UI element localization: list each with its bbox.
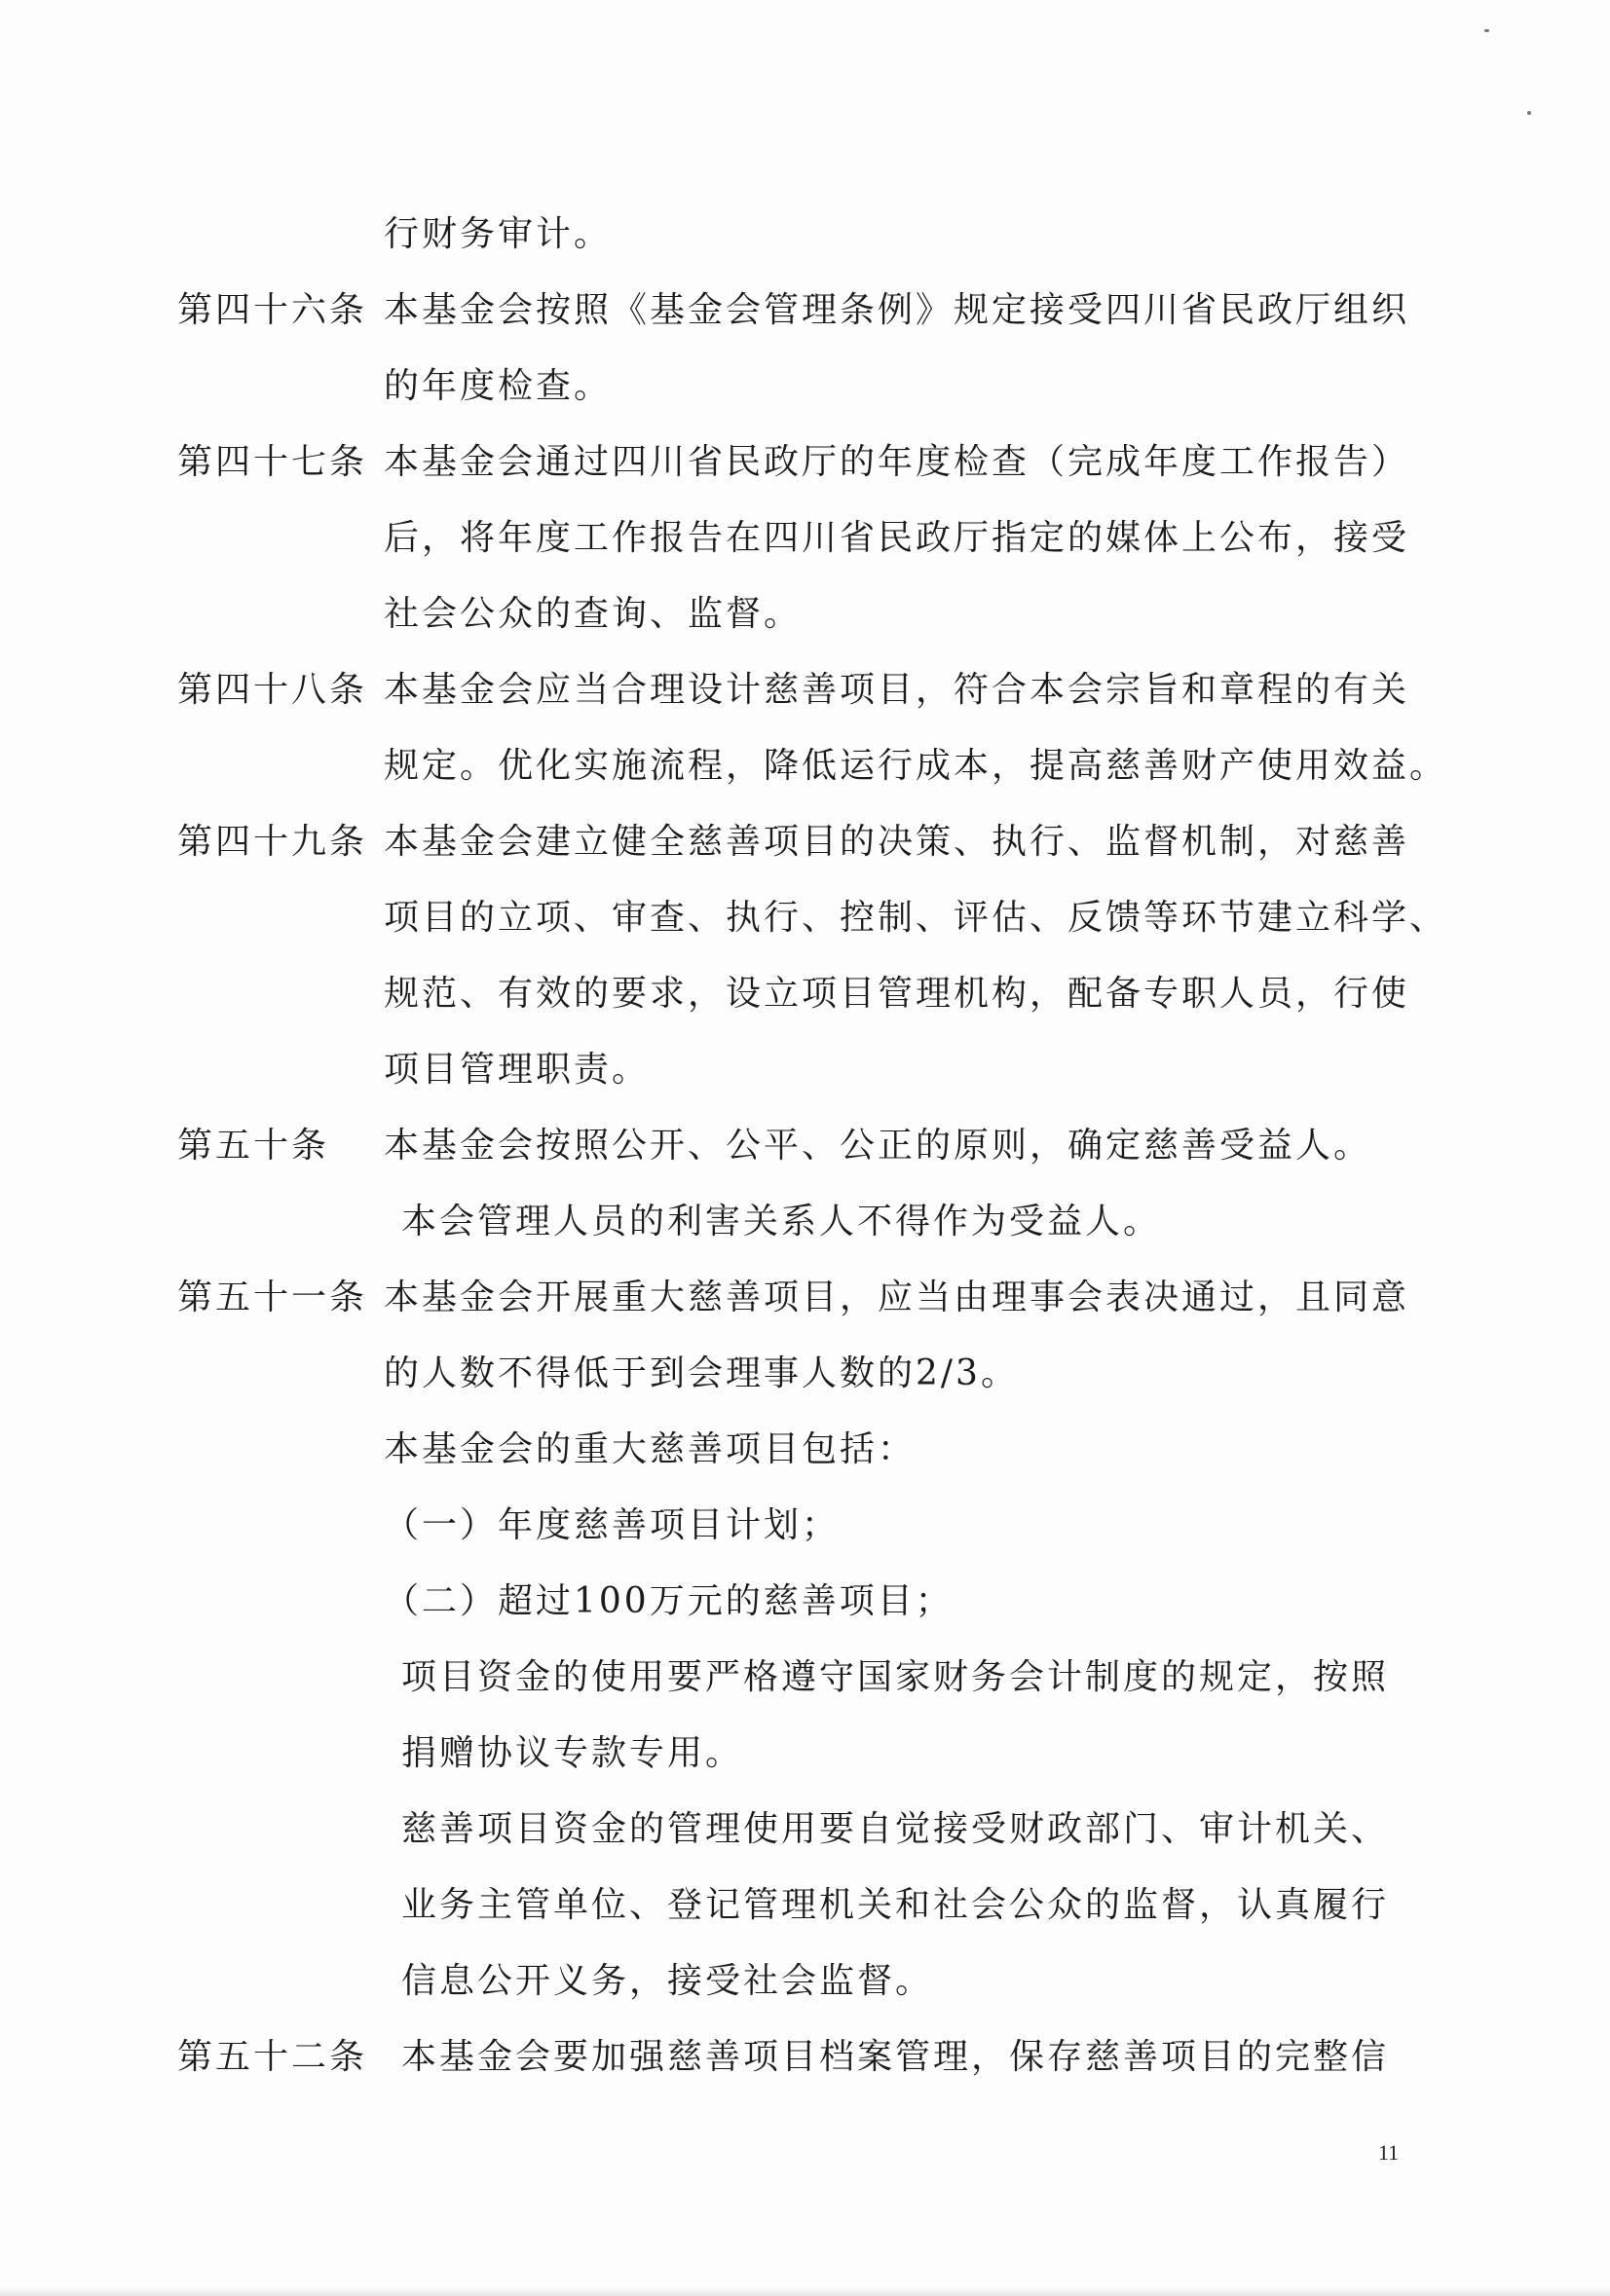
text-line: 项目管理职责。	[384, 1050, 651, 1090]
text-line: 业务主管单位、登记管理机关和社会公众的监督，认真履行	[401, 1885, 1390, 1925]
article-label: 第四十六条	[177, 290, 368, 330]
article-label: 第四十七条	[177, 442, 368, 482]
text-line: 项目资金的使用要严格遵守国家财务会计制度的规定，按照	[401, 1657, 1390, 1697]
page-bottom-edge	[0, 2286, 1610, 2296]
text-line: 本基金会开展重大慈善项目，应当由理事会表决通过，且同意	[384, 1278, 1410, 1317]
text-line: 本基金会按照《基金会管理条例》规定接受四川省民政厅组织	[384, 290, 1410, 330]
text-line: 的人数不得低于到会理事人数的2/3。	[384, 1353, 1019, 1393]
text-line: 本基金会建立健全慈善项目的决策、执行、监督机制，对慈善	[384, 822, 1410, 862]
text-line: 本基金会通过四川省民政厅的年度检查（完成年度工作报告）	[384, 442, 1410, 482]
text-line: 社会公众的查询、监督。	[384, 594, 803, 634]
text-line: 信息公开义务，接受社会监督。	[401, 1961, 934, 2001]
text-line: 后，将年度工作报告在四川省民政厅指定的媒体上公布，接受	[384, 518, 1410, 558]
text-line: 本会管理人员的利害关系人不得作为受益人。	[401, 1202, 1162, 1241]
article-label: 第四十八条	[177, 670, 368, 710]
text-line: 规范、有效的要求，设立项目管理机构，配备专职人员，行使	[384, 974, 1410, 1014]
list-item: （二）超过100万元的慈善项目；	[384, 1581, 954, 1621]
text-line: 捐赠协议专款专用。	[401, 1733, 744, 1773]
article-label: 第四十九条	[177, 822, 368, 862]
article-label: 第五十二条	[177, 2037, 368, 2077]
text-line: 本基金会按照公开、公平、公正的原则，确定慈善受益人。	[384, 1126, 1372, 1166]
text-line: 慈善项目资金的管理使用要自觉接受财政部门、审计机关、	[401, 1809, 1390, 1849]
text-line: 本基金会应当合理设计慈善项目，符合本会宗旨和章程的有关	[384, 670, 1410, 710]
list-item: （一）年度慈善项目计划；	[384, 1505, 841, 1545]
article-label: 第五十一条	[177, 1278, 368, 1317]
page-number: 11	[1378, 2140, 1400, 2165]
text-line: 本基金会的重大慈善项目包括：	[384, 1429, 917, 1469]
scan-speck-mark	[1484, 29, 1489, 32]
scan-speck-mark	[1527, 111, 1531, 115]
text-line: 的年度检查。	[384, 366, 613, 406]
text-line: 规定。优化实施流程，降低运行成本，提高慈善财产使用效益。	[384, 746, 1448, 786]
text-line: 行财务审计。	[384, 214, 613, 254]
text-line: 项目的立项、审查、执行、控制、评估、反馈等环节建立科学、	[384, 898, 1448, 938]
text-line: 本基金会要加强慈善项目档案管理，保存慈善项目的完整信	[401, 2037, 1390, 2077]
article-label: 第五十条	[177, 1126, 330, 1166]
